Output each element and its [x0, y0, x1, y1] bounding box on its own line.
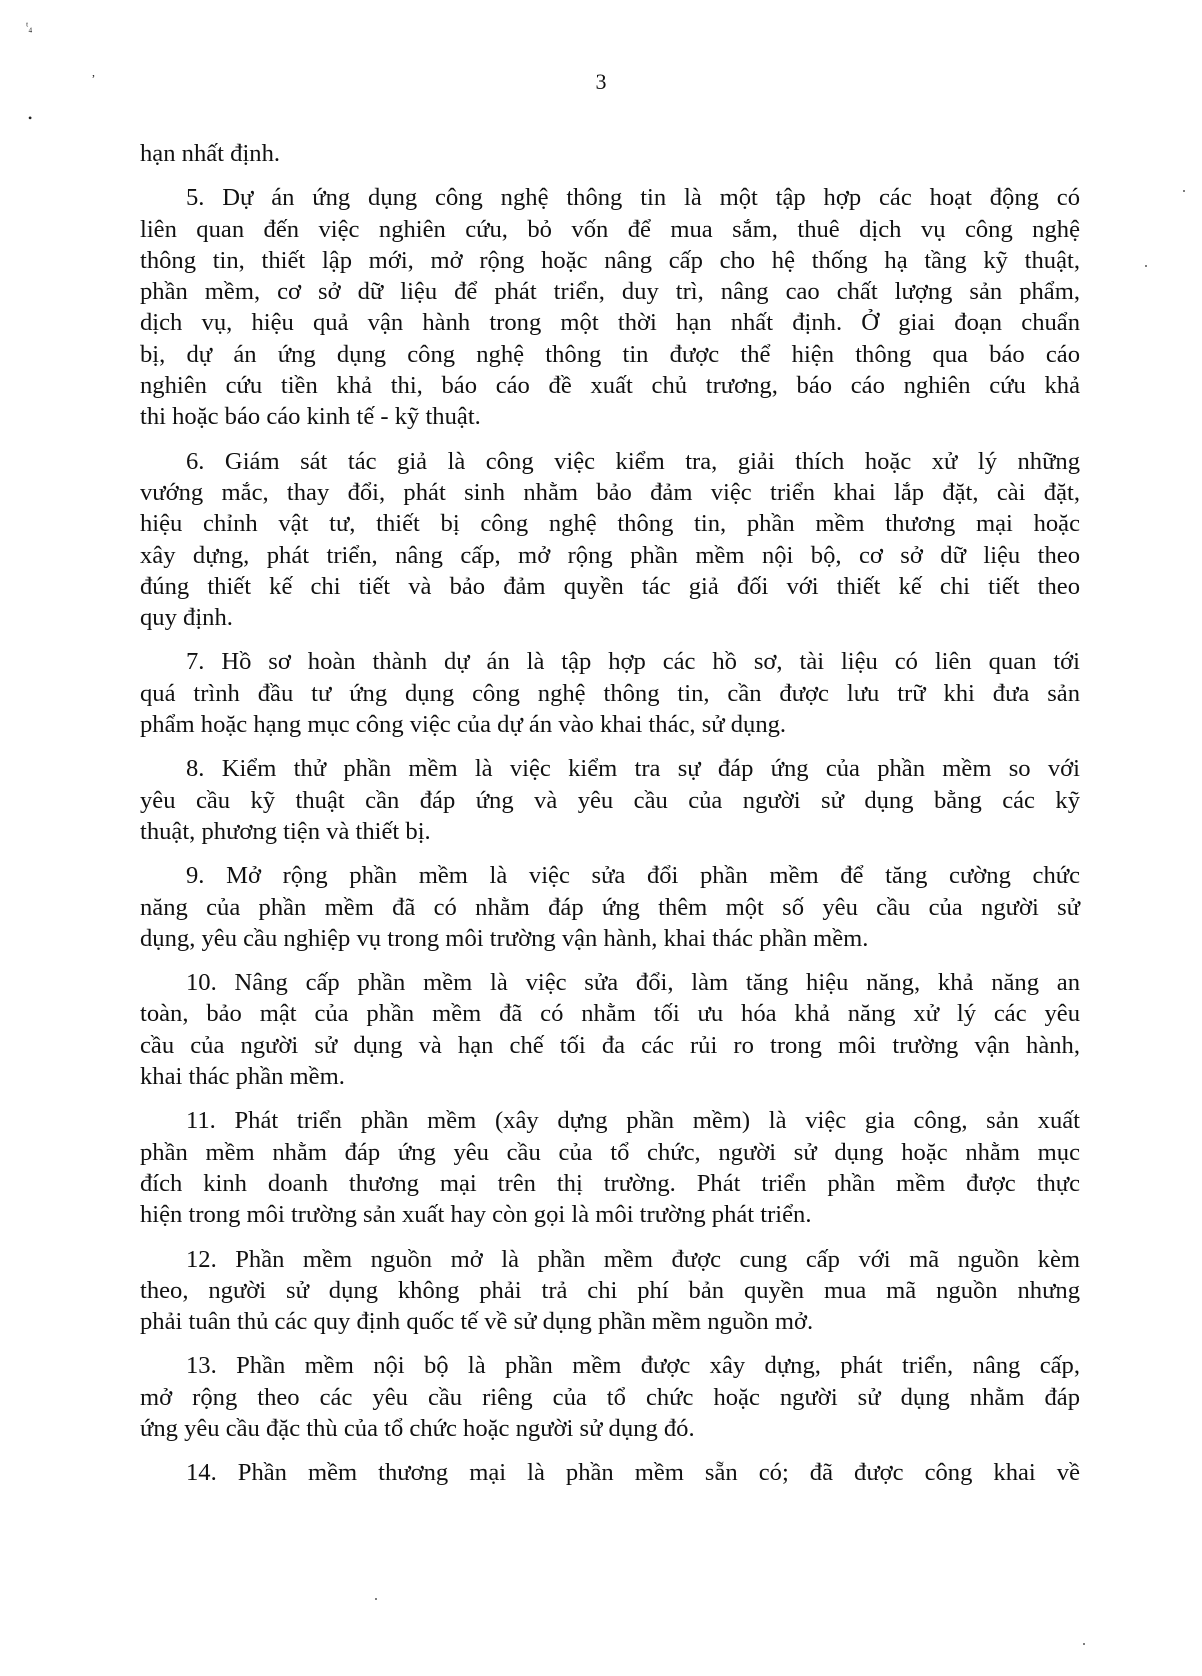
text-line: 7. Hồ sơ hoàn thành dự án là tập hợp các hồ sơ, tài liệu có liên quan tới [186, 648, 1080, 676]
text-line: liên quan đến việc nghiên cứu, bỏ vốn để mua sắm, thuê dịch vụ công nghệ [140, 215, 1080, 243]
scan-speck [1183, 190, 1185, 192]
text-line: 12. Phần mềm nguồn mở là phần mềm được cung cấp với mã nguồn kèm [186, 1245, 1080, 1273]
text-line: 9. Mở rộng phần mềm là việc sửa đổi phần mềm để tăng cường chức [186, 862, 1080, 890]
text-line: thi hoặc báo cáo kinh tế - kỹ thuật. [140, 403, 481, 431]
text-line: phải tuân thủ các quy định quốc tế về sử dụng phần mềm nguồn mở. [140, 1308, 814, 1336]
text-line: hiện trong môi trường sản xuất hay còn gọi là môi trường phát triển. [140, 1201, 812, 1229]
text-line: bị, dự án ứng dụng công nghệ thông tin được thể hiện thông qua báo cáo [140, 340, 1080, 368]
text-line: ứng yêu cầu đặc thù của tổ chức hoặc người sử dụng đó. [140, 1414, 695, 1442]
paragraph-clause-11 [140, 1105, 1080, 1230]
scan-speck [1083, 1643, 1085, 1645]
text-line: thuật, phương tiện và thiết bị. [140, 817, 431, 845]
paragraph-clause-13 [140, 1350, 1080, 1444]
text-line: hiệu chỉnh vật tư, thiết bị công nghệ thông tin, phần mềm thương mại hoặc [140, 510, 1080, 538]
text-line: phẩm hoặc hạng mục công việc của dự án vào khai thác, sử dụng. [140, 711, 787, 739]
text-line: vướng mắc, thay đổi, phát sinh nhằm bảo đảm việc triển khai lắp đặt, cài đặt, [140, 478, 1080, 506]
text-line: toàn, bảo mật của phần mềm đã có nhằm tối ưu hóa khả năng xử lý các yêu [140, 1000, 1080, 1028]
text-line: xây dựng, phát triển, nâng cấp, mở rộng phần mềm nội bộ, cơ sở dữ liệu theo [140, 541, 1080, 569]
paragraph-clause-10 [140, 967, 1080, 1092]
text-line: năng của phần mềm đã có nhằm đáp ứng thêm một số yêu cầu của người sử [140, 893, 1080, 921]
scan-artifact: • [28, 111, 33, 125]
text-line: theo, người sử dụng không phải trả chi phí bản quyền mua mã nguồn nhưng [140, 1276, 1080, 1304]
paragraph-clause-5 [140, 182, 1080, 432]
text-line: yêu cầu kỹ thuật cần đáp ứng và yêu cầu của người sử dụng bằng các kỹ [140, 786, 1080, 814]
scan-artifact: ᵗ₄ [26, 19, 33, 33]
text-line: đích kinh doanh thương mại trên thị trường. Phát triển phần mềm được thực [140, 1169, 1080, 1197]
text-line: thông tin, thiết lập mới, mở rộng hoặc nâng cấp cho hệ thống hạ tầng kỹ thuật, [140, 246, 1080, 274]
text-line: 11. Phát triển phần mềm (xây dựng phần mềm) là việc gia công, sản xuất [186, 1107, 1080, 1135]
paragraph-clause-6 [140, 446, 1080, 634]
paragraph-clause-7 [140, 646, 1080, 740]
text-line: quy định. [140, 604, 233, 632]
text-line: mở rộng theo các yêu cầu riêng của tổ chức hoặc người sử dụng nhằm đáp [140, 1383, 1080, 1411]
paragraph-clause-9 [140, 860, 1080, 954]
page-number: 3 [595, 69, 607, 94]
text-line: khai thác phần mềm. [140, 1063, 345, 1091]
paragraph-continuation [140, 138, 1080, 169]
text-line: dịch vụ, hiệu quả vận hành trong một thời hạn nhất định. Ở giai đoạn chuẩn [140, 309, 1080, 337]
text-line: 5. Dự án ứng dụng công nghệ thông tin là một tập hợp các hoạt động có [186, 184, 1080, 212]
scan-artifact: , [92, 65, 95, 79]
text-line: 14. Phần mềm thương mại là phần mềm sẵn có; đã được công khai về [186, 1459, 1080, 1487]
text-line: phần mềm, cơ sở dữ liệu để phát triển, duy trì, nâng cao chất lượng sản phẩm, [140, 278, 1080, 306]
text-line: 6. Giám sát tác giả là công việc kiểm tra, giải thích hoặc xử lý những [186, 447, 1080, 475]
scan-speck [375, 1598, 377, 1600]
scan-speck [1145, 265, 1147, 267]
paragraph-clause-14 [140, 1457, 1080, 1488]
text-line: 10. Nâng cấp phần mềm là việc sửa đổi, làm tăng hiệu năng, khả năng an [186, 969, 1080, 997]
text-line: đúng thiết kế chi tiết và bảo đảm quyền tác giả đối với thiết kế chi tiết theo [140, 572, 1080, 600]
text-line: quá trình đầu tư ứng dụng công nghệ thông tin, cần được lưu trữ khi đưa sản [140, 679, 1080, 707]
text-line: 13. Phần mềm nội bộ là phần mềm được xây dựng, phát triển, nâng cấp, [186, 1352, 1080, 1380]
document-body [140, 138, 1080, 1502]
paragraph-clause-12 [140, 1244, 1080, 1338]
paragraph-clause-8 [140, 753, 1080, 847]
text-line: cầu của người sử dụng và hạn chế tối đa các rủi ro trong môi trường vận hành, [140, 1031, 1080, 1059]
text-line: hạn nhất định. [140, 140, 281, 167]
text-line: 8. Kiểm thử phần mềm là việc kiểm tra sự đáp ứng của phần mềm so với [186, 755, 1080, 783]
text-line: nghiên cứu tiền khả thi, báo cáo đề xuất chủ trương, báo cáo nghiên cứu khả [140, 372, 1080, 400]
text-line: phần mềm nhằm đáp ứng yêu cầu của tổ chức, người sử dụng hoặc nhằm mục [140, 1138, 1080, 1166]
text-line: dụng, yêu cầu nghiệp vụ trong môi trường vận hành, khai thác phần mềm. [140, 924, 869, 952]
